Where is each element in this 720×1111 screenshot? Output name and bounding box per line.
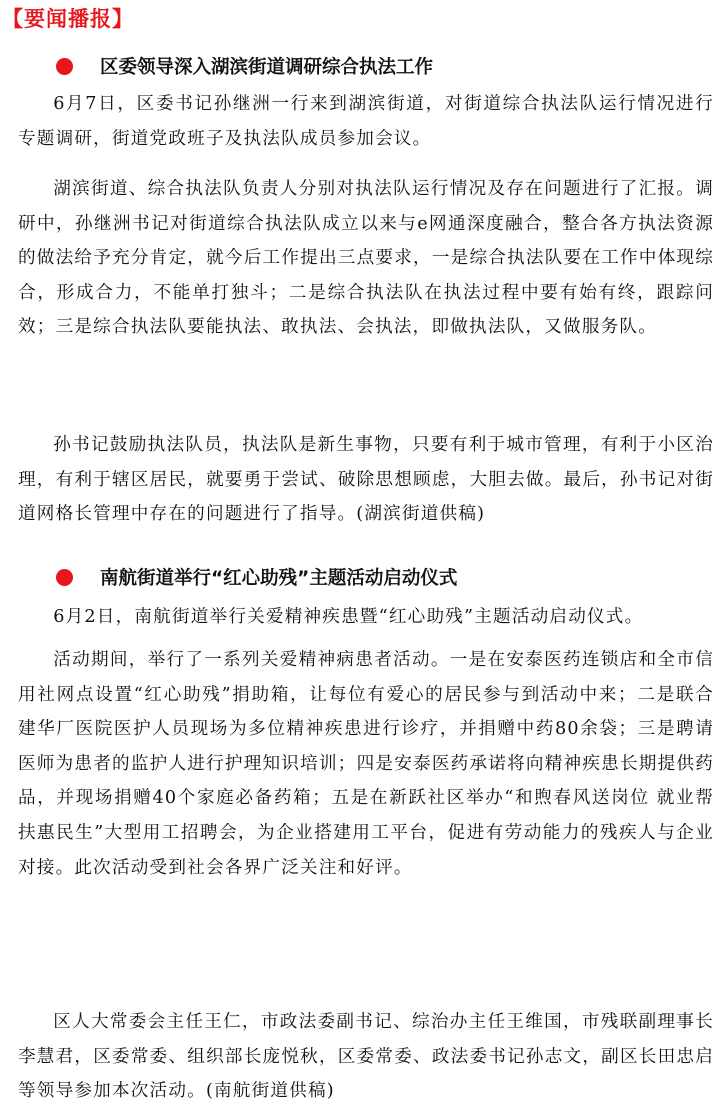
news-2-paragraph-1: 6月2日，南航街道举行关爱精神疾患暨“红心助残”主题活动启动仪式。	[53, 607, 644, 627]
news-1-paragraph-1: 6月7日，区委书记孙继洲一行来到湖滨街道，对街道综合执法队运行情况进行专题调研，街道党政班子及执法队成员参加会议。	[18, 94, 714, 149]
news-heading-text: 南航街道举行“红心助残”主题活动启动仪式	[100, 568, 458, 589]
red-bullet-icon	[56, 569, 73, 586]
news-2-paragraph-2: 活动期间，举行了一系列关爱精神病患者活动。一是在安泰医药连锁店和全市信用社网点设置“红心助残”捐助箱，让每位有爱心的居民参与到活动中来；二是联合建华厂医院医护人员现场为多位精神疾患进行诊疗，并捐赠中药80余袋；三是聘请医师为患者的监护人进行护理知识培训；四是安泰医药承诺将向精神疾患长期提供药品，并现场捐赠40个家庭必备药箱；五是在新跃社区举办“和煦春风送岗位 就业帮扶惠民生”大型用工招聘会，为企业搭建用工平台，促进有劳动能力的残疾人与企业对接。此次活动受到社会各界广泛关注和好评。	[18, 650, 714, 878]
news-1-paragraph-2: 湖滨街道、综合执法队负责人分别对执法队运行情况及存在问题进行了汇报。调研中，孙继洲书记对街道综合执法队成立以来与e网通深度融合，整合各方执法资源的做法给予充分肯定，就今后工作提出三点要求，一是综合执法队要在工作中体现综合，形成合力，不能单打独斗；二是综合执法队在执法过程中要有始有终，跟踪问效；三是综合执法队要能执法、敢执法、会执法，即做执法队，又做服务队。	[18, 179, 714, 338]
section-title: 【要闻播报】	[2, 7, 134, 31]
news-heading-2	[56, 561, 457, 593]
news-heading-1	[56, 50, 433, 82]
news-2-paragraph-3: 区人大常委会主任王仁，市政法委副书记、综治办主任王维国，市残联副理事长李慧君，区委常委、组织部长庞悦秋，区委常委、政法委书记孙志文，副区长田忠启等领导参加本次活动。(南航街道供稿)	[18, 1012, 714, 1102]
red-bullet-icon	[56, 58, 73, 75]
news-heading-text: 区委领导深入湖滨街道调研综合执法工作	[100, 57, 434, 78]
news-1-paragraph-3: 孙书记鼓励执法队员，执法队是新生事物，只要有利于城市管理，有利于小区治理，有利于辖区居民，就要勇于尝试、破除思想顾虑，大胆去做。最后，孙书记对街道网格长管理中存在的问题进行了指导。(湖滨街道供稿)	[18, 435, 714, 525]
